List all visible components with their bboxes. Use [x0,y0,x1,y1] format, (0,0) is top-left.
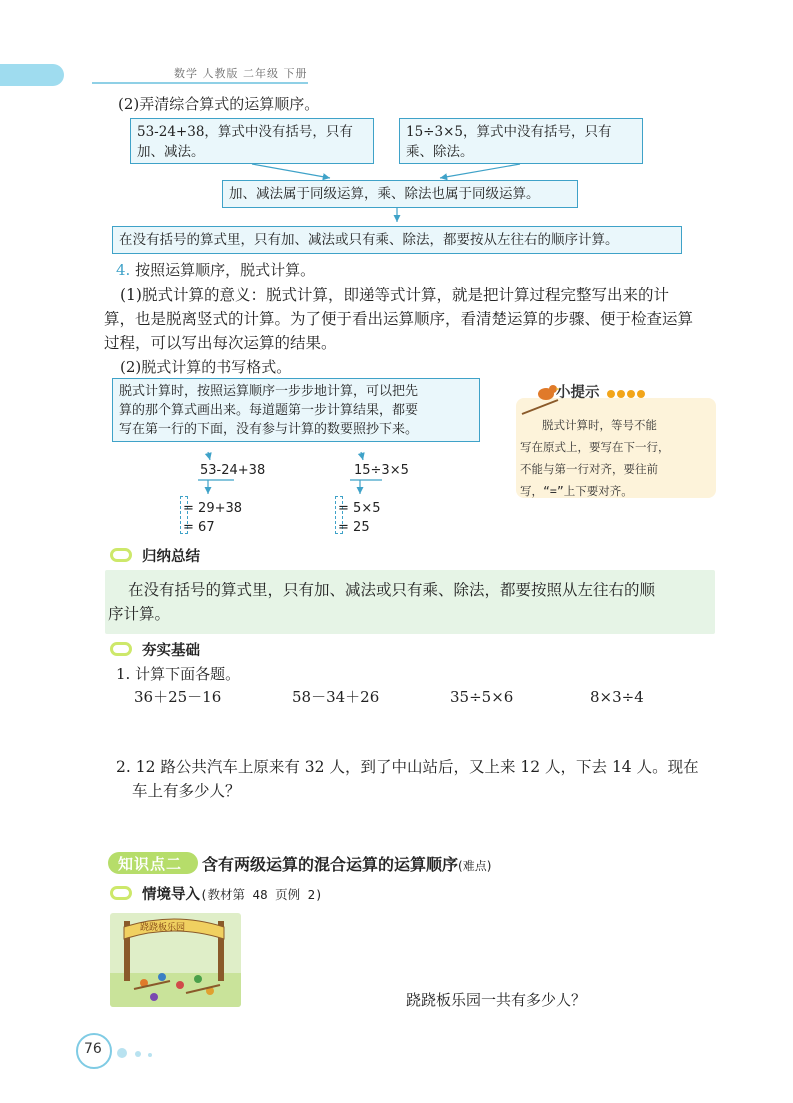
box-line: 53-24+38，算式中没有括号，只有 [137,124,353,140]
practice-expr: 36＋25－16 [134,688,222,706]
summary-line: 序计算。 [108,605,171,623]
box-line: 乘、除法。 [406,144,474,160]
equals-sign: = [338,501,349,516]
tip-line: 写在原式上，要写在下一行， [520,440,670,454]
example2-expression: 15÷3×5 [354,463,409,478]
item4-number: 4. [116,261,131,279]
intro-question: 跷跷板乐园一共有多少人？ [406,991,587,1009]
box-line: 脱式计算时，按照运算顺序一步步地计算，可以把先 [119,384,419,399]
equals-sign: = [183,520,194,535]
intro-title: 情境导入 [142,887,200,903]
summary-title: 归纳总结 [142,549,200,565]
practice-expr: 35÷5×6 [450,688,514,706]
practice-expr: 58－34＋26 [292,688,380,706]
meaning-paragraph [104,283,724,355]
item4-heading [116,258,315,282]
knowledge-title-text: 含有两级运算的混合运算的运算顺序 [202,855,459,874]
example2-steps [338,499,380,537]
knowledge-title [202,852,491,875]
example2-step2: 25 [353,520,370,535]
seesaw-park-illustration [110,913,241,1007]
same-level-box: 加、减法属于同级运算，乘、除法也属于同级运算。 [222,180,578,208]
equals-sign: = [183,501,194,516]
box-line: 15÷3×5，算式中没有括号，只有 [406,124,612,140]
decor-dots-icon [114,1046,158,1060]
para-line: 过程，可以写出每次运算的结果。 [104,334,337,352]
question-1: 1. 计算下面各题。 [116,665,241,683]
tip-body [520,414,712,502]
section-marker-icon [110,642,132,656]
para-line: (1)脱式计算的意义：脱式计算，即递等式计算，就是把计算过程完整写出来的计 [120,286,669,304]
item4-title: 按照运算顺序，脱式计算。 [135,261,316,279]
intro-ref: (教材第 48 页例 2) [200,887,323,902]
question-line: 2. 12 路公共汽车上原来有 32 人，到了中山站后，又上来 12 人，下去 14 人。现在 [116,758,699,776]
practice-title: 夯实基础 [142,643,200,659]
question-2 [116,755,699,803]
format-box [112,378,480,442]
equals-sign: = [338,520,349,535]
box-line: 加、减法。 [137,144,205,160]
part2-heading: (2)弄清综合算式的运算顺序。 [118,95,320,113]
summary-line: 在没有括号的算式里，只有加、减法或只有乘、除法，都要按照从左往右的顺 [128,581,656,599]
example1-step1: 29+38 [198,501,243,516]
difficulty-tag: (难点) [458,859,492,873]
example1-step2: 67 [198,520,215,535]
illustration-sign: 跷跷板乐园 [140,923,186,933]
section-marker-icon [110,886,132,900]
order-rule-box: 在没有括号的算式里，只有加、减法或只有乘、除法，都要按从左往右的顺序计算。 [112,226,682,254]
knowledge-badge-label: 知识点二 [118,855,183,873]
box-line: 算的那个算式画出来。每道题第一步计算结果，都要 [119,403,419,418]
example1-steps [183,499,242,537]
example1-expression: 53-24+38 [200,463,266,478]
section-marker-icon [110,548,132,562]
box-line: 写在第一行的下面，没有参与计算的数要照抄下来。 [119,422,419,437]
tip-title: 小提示 [556,385,600,401]
intro-heading [142,883,323,904]
page-number: 76 [84,1041,102,1057]
para-line: 算，也是脱离竖式的计算。为了便于看出运算顺序，看清楚运算的步骤、便于检查运算 [104,310,694,328]
example2-step1: 5×5 [353,501,381,516]
question-line: 车上有多少人？ [132,782,241,800]
decor-dots-icon [606,389,650,399]
tip-line: 不能与第一行对齐，要往前 [520,462,658,476]
tip-line: 脱式计算时，等号不能 [542,418,657,432]
practice-expr: 8×3÷4 [590,688,644,706]
summary-body [108,578,712,626]
format-heading: (2)脱式计算的书写格式。 [120,358,292,376]
tip-line: 写，“=”上下要对齐。 [520,484,633,498]
running-title: 数学 人教版 二年级 下册 [174,67,308,80]
